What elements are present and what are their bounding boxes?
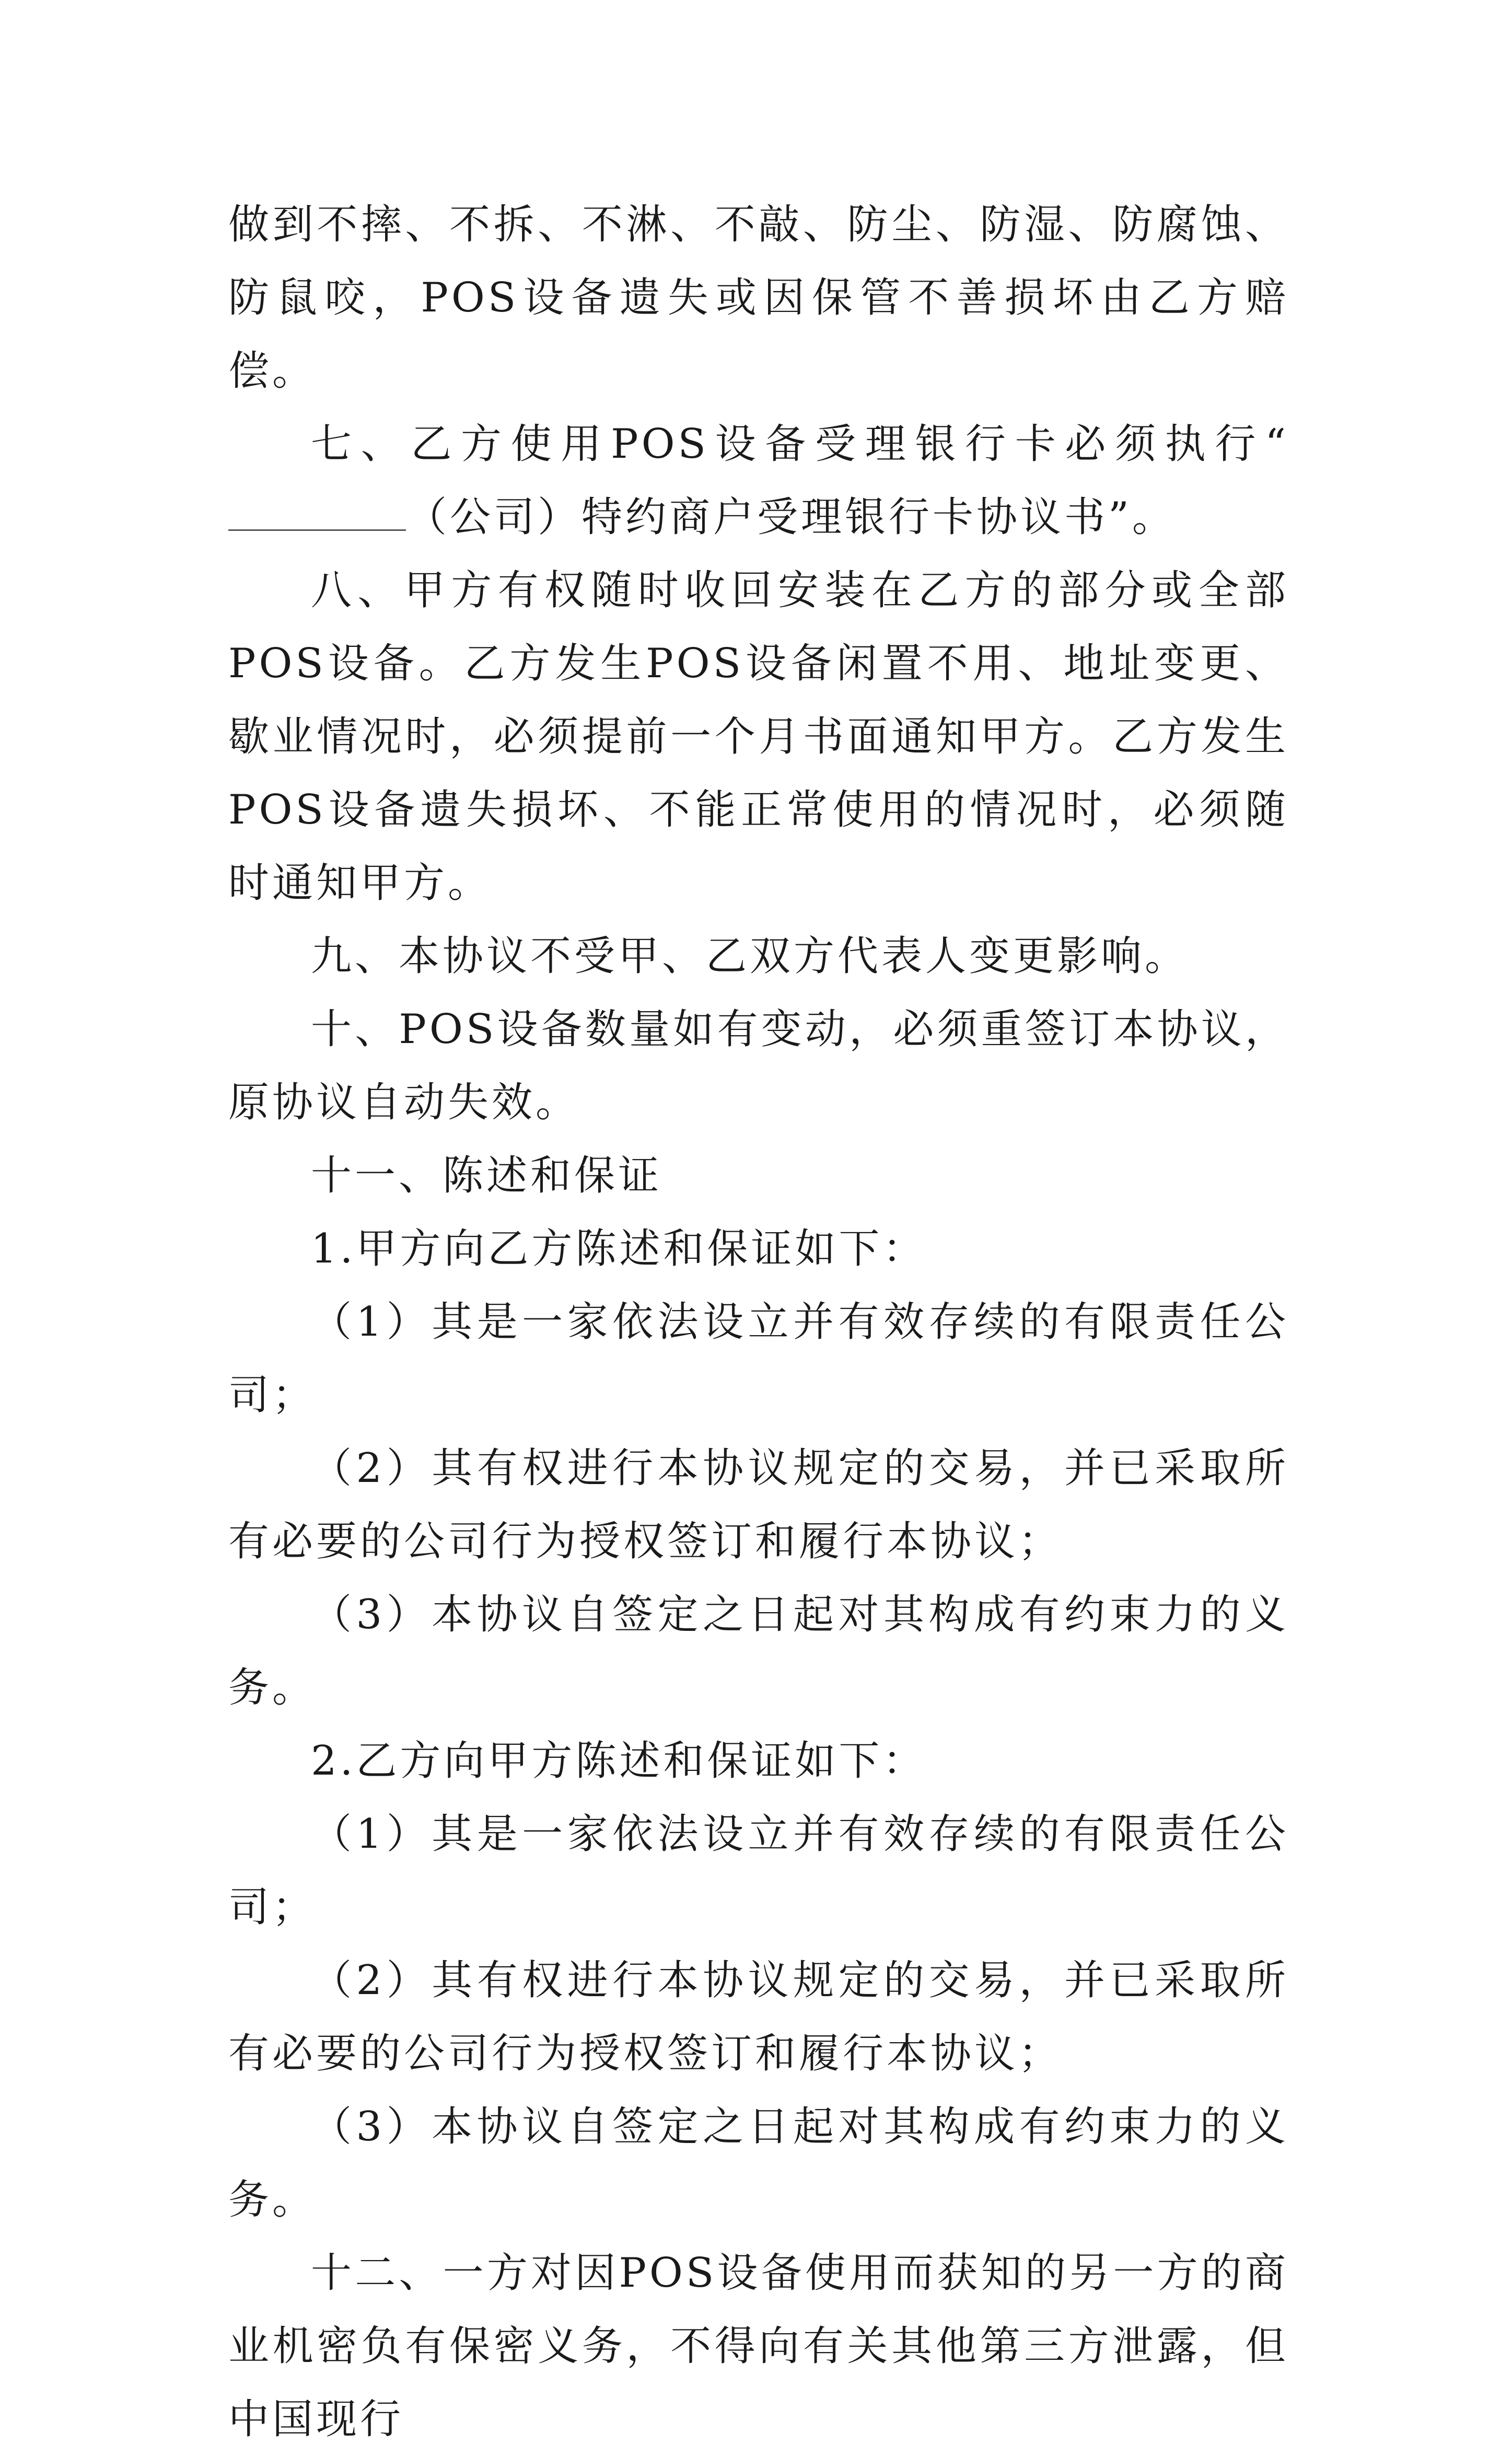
paragraph-party-b-item-2: （2）其有权进行本协议规定的交易，并已采取所有必要的公司行为授权签订和履行本协议； <box>228 1957 1289 2077</box>
paragraph-clause-9: 九、本协议不受甲、乙双方代表人变更影响。 <box>311 933 1189 980</box>
fill-in-blank <box>228 498 406 531</box>
paragraph-clause-11-heading: 十一、陈述和保证 <box>311 1152 662 1199</box>
clause-7-text-after: （公司）特约商户受理银行卡协议书”。 <box>406 494 1176 541</box>
paragraph-clause-10: 十、POS设备数量如有变动，必须重签订本协议，原协议自动失效。 <box>228 1006 1289 1126</box>
paragraph-party-b-item-1: （1）其是一家依法设立并有效存续的有限责任公司； <box>228 1811 1289 1931</box>
paragraph-party-a-heading: 1.甲方向乙方陈述和保证如下： <box>311 1225 927 1272</box>
paragraph-clause-7 <box>228 408 1289 554</box>
paragraph-party-a-item-3: （3）本协议自签定之日起对其构成有约束力的义务。 <box>228 1591 1289 1711</box>
paragraph-party-b-heading: 2.乙方向甲方陈述和保证如下： <box>311 1737 927 1785</box>
paragraph-party-b-item-3: （3）本协议自签定之日起对其构成有约束力的义务。 <box>228 2103 1289 2223</box>
paragraph-protection-clause: 做到不摔、不拆、不淋、不敲、防尘、防湿、防腐蚀、防鼠咬，POS设备遗失或因保管不善损坏由乙方赔偿。 <box>228 201 1289 395</box>
document-body <box>228 188 1289 2456</box>
paragraph-party-a-item-1: （1）其是一家依法设立并有效存续的有限责任公司； <box>228 1299 1289 1419</box>
clause-7-text-before: 七、乙方使用POS设备受理银行卡必须执行“ <box>311 421 1289 468</box>
paragraph-clause-8: 八、甲方有权随时收回安装在乙方的部分或全部POS设备。乙方发生POS设备闲置不用、地址变更、歇业情况时，必须提前一个月书面通知甲方。乙方发生POS设备遗失损坏、不能正常使用的情况时，必须随时通知甲方。 <box>228 567 1289 907</box>
paragraph-clause-12: 十二、一方对因POS设备使用而获知的另一方的商业机密负有保密义务，不得向有关其他第三方泄露，但中国现行 <box>228 2250 1289 2443</box>
paragraph-party-a-item-2: （2）其有权进行本协议规定的交易，并已采取所有必要的公司行为授权签订和履行本协议； <box>228 1445 1289 1565</box>
